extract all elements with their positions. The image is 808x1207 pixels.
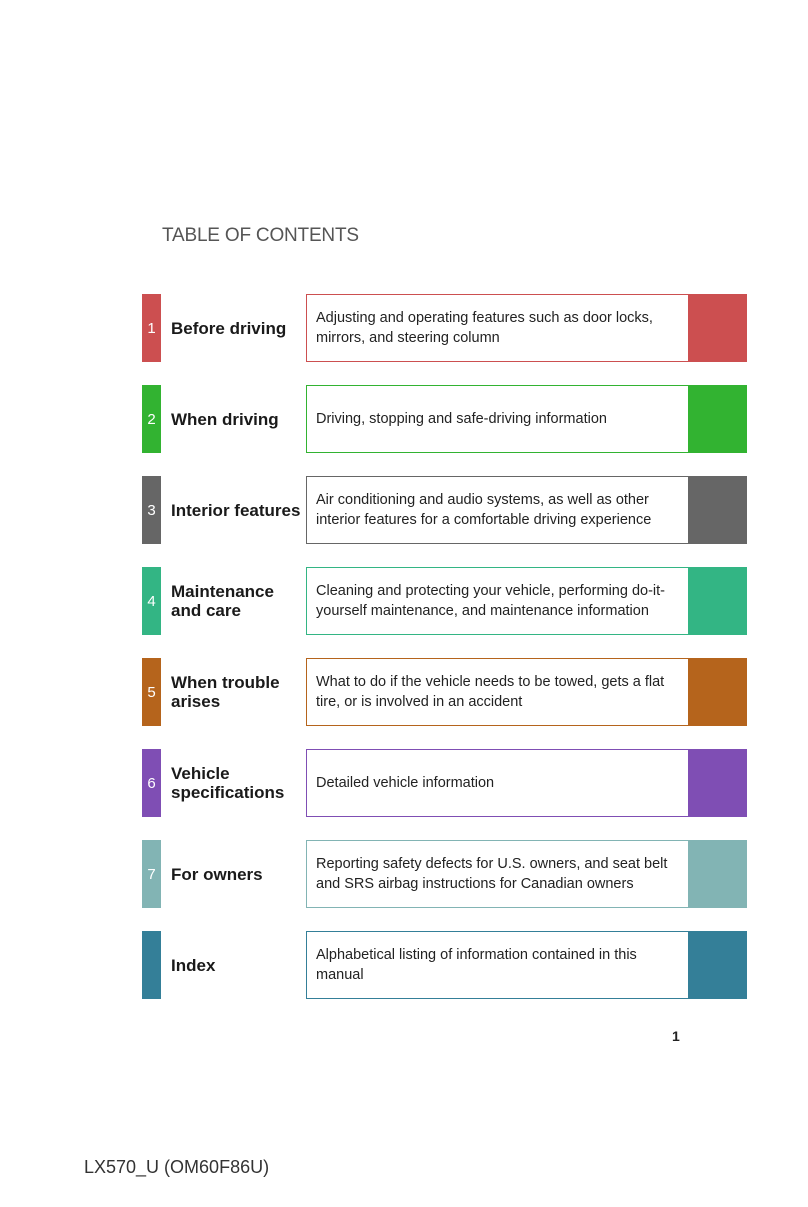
- chapter-color-tab[interactable]: [688, 567, 747, 635]
- chapter-description: What to do if the vehicle needs to be towed, gets a flat tire, or is involved in an accident: [316, 674, 665, 710]
- chapter-description-box[interactable]: [306, 385, 747, 453]
- chapter-description-box[interactable]: [306, 840, 747, 908]
- chapter-title[interactable]: When driving: [171, 409, 279, 429]
- chapter-number-tab[interactable]: 5: [142, 658, 161, 726]
- page-title: TABLE OF CONTENTS: [162, 225, 359, 246]
- chapter-description: Cleaning and protecting your vehicle, performing do-it-yourself maintenance, and maintenance information: [316, 583, 665, 619]
- chapter-description-box[interactable]: [306, 658, 747, 726]
- chapter-color-tab[interactable]: [688, 658, 747, 726]
- chapter-number-tab[interactable]: [142, 931, 161, 999]
- chapter-title[interactable]: Before driving: [171, 318, 287, 338]
- toc-row-vehicle-specifications[interactable]: [142, 749, 747, 817]
- chapter-description: Reporting safety defects for U.S. owners, and seat belt and SRS airbag instructions for Canadian owners: [316, 856, 668, 892]
- page-number: 1: [672, 1028, 680, 1044]
- chapter-color-tab[interactable]: [688, 476, 747, 544]
- chapter-title[interactable]: When trouble arises: [171, 673, 280, 711]
- chapter-description-box[interactable]: [306, 476, 747, 544]
- toc-row-interior-features[interactable]: [142, 476, 747, 544]
- toc-row-when-driving[interactable]: [142, 385, 747, 453]
- chapter-number-tab[interactable]: 2: [142, 385, 161, 453]
- chapter-color-tab[interactable]: [688, 294, 747, 362]
- toc-row-when-trouble-arises[interactable]: [142, 658, 747, 726]
- chapter-description: Driving, stopping and safe-driving information: [316, 411, 607, 427]
- chapter-description-box[interactable]: [306, 931, 747, 999]
- toc-row-maintenance-and-care[interactable]: [142, 567, 747, 635]
- toc-row-before-driving[interactable]: [142, 294, 747, 362]
- chapter-description: Adjusting and operating features such as door locks, mirrors, and steering column: [316, 310, 653, 346]
- chapter-number-tab[interactable]: 6: [142, 749, 161, 817]
- manual-code-footer: LX570_U (OM60F86U): [84, 1157, 270, 1177]
- chapter-color-tab[interactable]: [688, 931, 747, 999]
- chapter-description-box[interactable]: [306, 294, 747, 362]
- chapter-description: Air conditioning and audio systems, as well as other interior features for a comfortable driving experience: [316, 492, 652, 528]
- chapter-title[interactable]: For owners: [171, 864, 263, 884]
- toc-row-for-owners[interactable]: [142, 840, 747, 908]
- chapter-color-tab[interactable]: [688, 385, 747, 453]
- chapter-title[interactable]: Maintenance and care: [171, 582, 274, 620]
- chapter-title[interactable]: Interior features: [171, 500, 301, 520]
- chapter-description-box[interactable]: [306, 567, 747, 635]
- chapter-number-tab[interactable]: 4: [142, 567, 161, 635]
- chapter-description: Detailed vehicle information: [316, 775, 495, 791]
- chapter-description: Alphabetical listing of information contained in this manual: [316, 947, 637, 983]
- chapter-color-tab[interactable]: [688, 749, 747, 817]
- chapter-number-tab[interactable]: 3: [142, 476, 161, 544]
- chapter-number-tab[interactable]: 1: [142, 294, 161, 362]
- chapter-color-tab[interactable]: [688, 840, 747, 908]
- chapter-number-tab[interactable]: 7: [142, 840, 161, 908]
- toc-row-index[interactable]: [142, 931, 747, 999]
- chapter-description-box[interactable]: [306, 749, 747, 817]
- chapter-title[interactable]: Vehicle specifications: [171, 764, 285, 802]
- chapter-title[interactable]: Index: [171, 955, 216, 975]
